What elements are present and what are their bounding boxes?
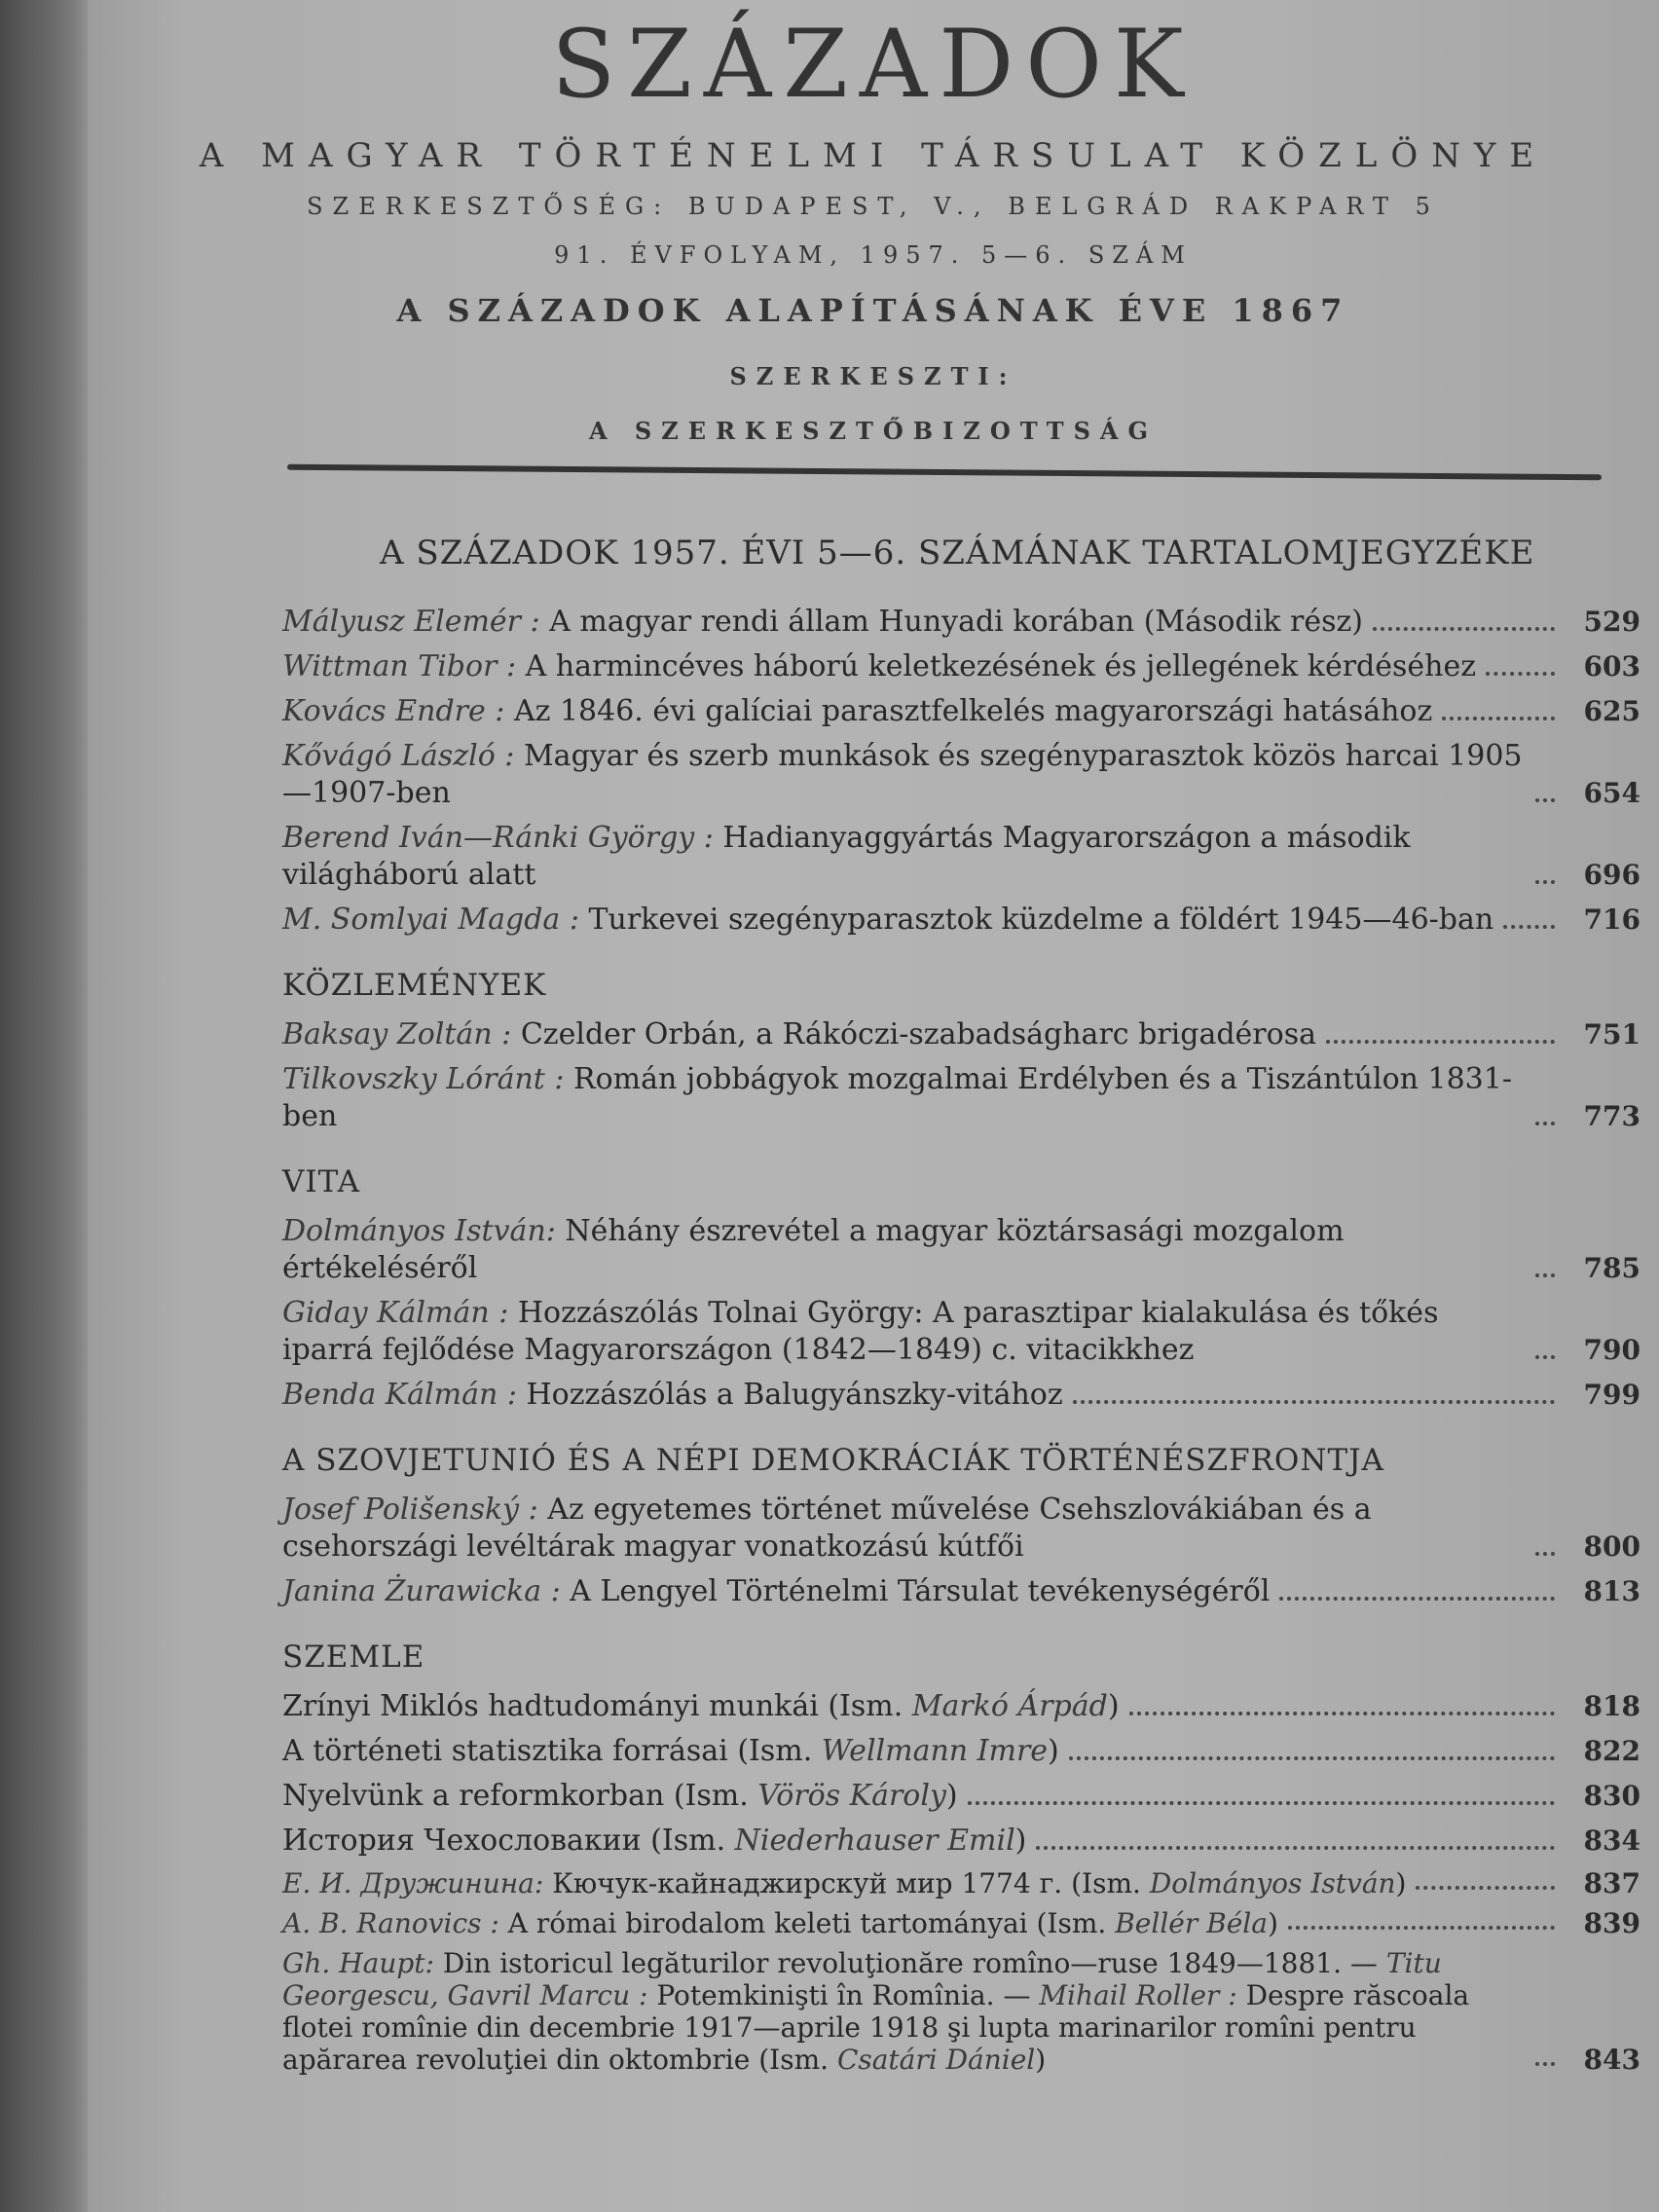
entry-title: Despre răscoala flotei romînie din decembrie 1917—aprile 1918 şi lupta marinarilor romîni pentru apărarea revoluţiei din oktombrie (Ism. <box>282 1979 1470 2076</box>
entry-title-end: ) <box>1395 1867 1407 1899</box>
entry-page: 834 <box>1583 1825 1641 1857</box>
dot-leader <box>1373 627 1555 631</box>
entry-reviewer: Niederhauser Emil <box>734 1824 1015 1858</box>
entry-author: A. B. Ranovics : <box>282 1907 499 1939</box>
toc-entry <box>282 820 1641 894</box>
dot-leader <box>1326 1040 1555 1044</box>
entry-page: 818 <box>1583 1690 1641 1722</box>
entry-page: 839 <box>1583 1907 1641 1939</box>
dot-leader <box>1288 1926 1555 1930</box>
toc-entry <box>282 1061 1641 1135</box>
entry-author: Mihail Roller : <box>1039 1979 1237 2011</box>
entry-page: 813 <box>1583 1575 1641 1607</box>
editor-name: A SZERKESZTŐBIZOTTSÁG <box>588 417 1159 445</box>
entry-title-end: ) <box>1035 2044 1047 2076</box>
section-heading-szemle: SZEMLE <box>282 1640 425 1675</box>
entry-title: Кючук-кайнаджирскуй мир 1774 г. (Ism. <box>552 1867 1141 1899</box>
entry-title: A Lengyel Történelmi Társulat tevékenységéről <box>570 1574 1271 1608</box>
entry-title: Turkevei szegényparasztok küzdelme a földért 1945—46-ban <box>588 903 1494 937</box>
entry-reviewer: Wellmann Imre <box>821 1734 1049 1768</box>
entry-title-end: ) <box>1014 1824 1027 1858</box>
dot-leader <box>1535 798 1555 802</box>
entry-page: 837 <box>1583 1867 1641 1899</box>
toc-entry <box>282 1573 1641 1610</box>
entry-title: Czelder Orbán, a Rákóczi-szabadságharc brigadérosa <box>520 1017 1316 1051</box>
toc-entry <box>282 1016 1641 1053</box>
header-rule <box>287 464 1602 481</box>
entry-page: 603 <box>1583 650 1641 682</box>
journal-page <box>88 0 1659 2212</box>
entry-author: Baksay Zoltán : <box>282 1017 512 1051</box>
entry-author: Berend Iván—Ránki György : <box>282 821 714 855</box>
toc-entry <box>282 1295 1641 1369</box>
entry-reviewer: Markó Árpád <box>911 1689 1108 1723</box>
entry-title: A történeti statisztika forrásai (Ism. <box>282 1734 813 1768</box>
entry-page: 773 <box>1583 1100 1641 1132</box>
entry-title: Din istoricul legăturilor revoluţionăre romîno—ruse 1849—1881. — <box>442 1947 1378 1979</box>
entry-reviewer: Vörös Károly <box>757 1779 946 1813</box>
entry-title: Néhány észrevétel a magyar köztársasági mozgalom értékeléséről <box>282 1214 1345 1285</box>
dot-leader <box>1535 880 1555 884</box>
toc-entry <box>282 1867 1641 1899</box>
dot-leader <box>1129 1712 1555 1715</box>
editor-label: SZERKESZTI: <box>729 362 1017 390</box>
dot-leader <box>1535 2062 1555 2066</box>
entry-page: 843 <box>1583 2044 1641 2076</box>
toc-entry <box>282 648 1641 685</box>
section-heading-vita: VITA <box>282 1164 361 1199</box>
entry-page: 696 <box>1583 859 1641 891</box>
section-heading-kozlemenyek: KÖZLEMÉNYEK <box>282 968 547 1003</box>
entry-title: Hozzászólás Tolnai György: A parasztipar kialakulása és tőkés iparrá fejlődése Magyarországon (1842—1849) c. vitacikkhez <box>282 1296 1439 1367</box>
dot-leader <box>1503 925 1555 929</box>
toc-entry <box>282 1377 1641 1414</box>
toc-entry <box>282 1947 1641 2076</box>
toc-entry <box>282 1688 1641 1725</box>
entry-page: 529 <box>1583 606 1641 638</box>
toc-entry <box>282 693 1641 730</box>
entry-reviewer: Bellér Béla <box>1115 1907 1268 1939</box>
entry-title: Magyar és szerb munkások és szegényparasztok közös harcai 1905—1907-ben <box>282 739 1523 810</box>
founding-year: A SZÁZADOK ALAPÍTÁSÁNAK ÉVE 1867 <box>396 292 1350 329</box>
section-heading-szovjetunio: A SZOVJETUNIÓ ÉS A NÉPI DEMOKRÁCIÁK TÖRTÉNÉSZFRONTJA <box>282 1443 1384 1478</box>
entry-author: Kovács Endre : <box>282 694 505 728</box>
entry-title: A római birodalom keleti tartományai (Ism. <box>507 1907 1107 1939</box>
toc-entry <box>282 604 1641 641</box>
entry-page: 822 <box>1583 1735 1641 1767</box>
entry-author: Titu Georgescu, Gavril Marcu : <box>282 1947 1442 2011</box>
editorial-address: SZERKESZTŐSÉG: BUDAPEST, V., BELGRÁD RAKPART 5 <box>307 193 1440 220</box>
dot-leader <box>1073 1400 1555 1404</box>
entry-page: 799 <box>1583 1379 1641 1411</box>
entry-author: Е. И. Дружинина: <box>282 1867 544 1899</box>
entry-title-end: ) <box>1267 1907 1278 1939</box>
entry-title: Zrínyi Miklós hadtudományi munkái (Ism. <box>282 1689 903 1723</box>
entry-author: Dolmányos István: <box>282 1214 556 1248</box>
entry-page: 800 <box>1583 1530 1641 1563</box>
entry-author: M. Somlyai Magda : <box>282 903 579 937</box>
toc-entry <box>282 1492 1641 1566</box>
journal-title: SZÁZADOK <box>551 10 1196 119</box>
entry-title-end: ) <box>945 1779 958 1813</box>
entry-title-end: ) <box>1107 1689 1120 1723</box>
entry-reviewer: Dolmányos István <box>1149 1867 1396 1899</box>
toc-entry <box>282 738 1641 812</box>
entry-author: Kővágó László : <box>282 739 515 773</box>
entry-page: 751 <box>1583 1018 1641 1051</box>
toc-heading: A SZÁZADOK 1957. ÉVI 5—6. SZÁMÁNAK TARTALOMJEGYZÉKE <box>380 534 1535 572</box>
dot-leader <box>1279 1597 1555 1601</box>
dot-leader <box>968 1801 1555 1805</box>
volume-info: 91. ÉVFOLYAM, 1957. 5—6. SZÁM <box>554 241 1193 269</box>
entry-title: Román jobbágyok mozgalmai Erdélyben és a Tiszántúlon 1831-ben <box>282 1062 1512 1133</box>
toc-entry <box>282 1213 1641 1287</box>
entry-title: Hozzászólás a Balugyánszky-vitához <box>526 1378 1063 1412</box>
dot-leader <box>1416 1886 1555 1890</box>
journal-subtitle: A MAGYAR TÖRTÉNELMI TÁRSULAT KÖZLÖNYE <box>199 136 1548 175</box>
toc-entry <box>282 1823 1641 1860</box>
entry-author: Mályusz Elemér : <box>282 605 540 639</box>
entry-author: Wittman Tibor : <box>282 649 517 683</box>
entry-page: 785 <box>1583 1252 1641 1284</box>
entry-title-end: ) <box>1048 1734 1059 1768</box>
entry-title: История Чехословакии (Ism. <box>282 1824 726 1858</box>
entry-author: Tilkovszky Lóránt : <box>282 1062 565 1096</box>
dot-leader <box>1486 672 1555 676</box>
entry-author: Janina Żurawicka : <box>282 1574 561 1608</box>
entry-title: Hadianyaggyártás Magyarországon a második világháború alatt <box>282 821 1411 892</box>
book-binding <box>0 0 93 2212</box>
dot-leader <box>1069 1756 1555 1760</box>
toc-entry <box>282 902 1641 939</box>
entry-title: Az egyetemes történet művelése Csehszlovákiában és a csehországi levéltárak magyar vonatkozású kútfői <box>282 1493 1372 1564</box>
toc-entry <box>282 1778 1641 1815</box>
entry-title: Az 1846. évi galíciai parasztfelkelés magyarországi hatásához <box>513 694 1433 728</box>
entry-page: 716 <box>1583 903 1641 936</box>
entry-author: Josef Polišenský : <box>282 1493 538 1527</box>
toc-entry <box>282 1733 1641 1770</box>
entry-reviewer: Csatári Dániel <box>836 2044 1036 2076</box>
entry-page: 654 <box>1583 777 1641 809</box>
dot-leader <box>1442 717 1555 720</box>
dot-leader <box>1535 1273 1555 1277</box>
toc-entry <box>282 1907 1641 1939</box>
entry-title: Nyelvünk a reformkorban (Ism. <box>282 1779 749 1813</box>
entry-title: A harmincéves háború keletkezésének és jellegének kérdéséhez <box>525 649 1477 683</box>
entry-page: 790 <box>1583 1334 1641 1366</box>
entry-author: Gh. Haupt: <box>282 1947 434 1979</box>
entry-page: 625 <box>1583 695 1641 727</box>
entry-author: Benda Kálmán : <box>282 1378 517 1412</box>
entry-author: Giday Kálmán : <box>282 1296 509 1330</box>
entry-title: Potemkinişti în Romînia. — <box>656 1979 1031 2011</box>
dot-leader <box>1535 1355 1555 1359</box>
dot-leader <box>1535 1552 1555 1556</box>
entry-page: 830 <box>1583 1780 1641 1812</box>
dot-leader <box>1535 1122 1555 1125</box>
entry-title: A magyar rendi állam Hunyadi korában (Második rész) <box>549 605 1363 639</box>
table-of-contents <box>282 604 1641 2083</box>
dot-leader <box>1036 1846 1555 1850</box>
